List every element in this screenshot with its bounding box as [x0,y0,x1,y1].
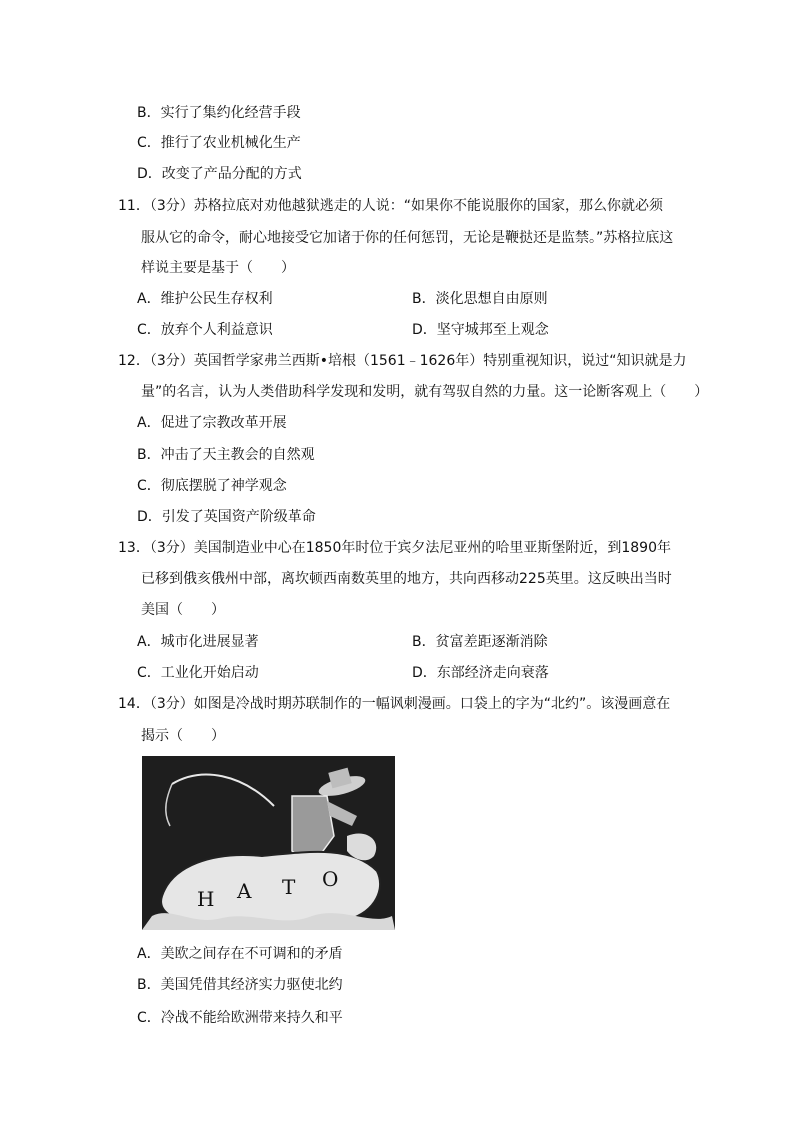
cartoon-drawing [142,756,395,930]
q10-option-c: C．推行了农业机械化生产 [137,135,301,151]
q14-stem-line2: 揭示（ ） [141,728,225,744]
q12-option-a: A．促进了宗教改革开展 [137,415,287,431]
q11-stem-line3: 样说主要是基于（ ） [141,260,295,276]
q12-stem-line2: 量”的名言，认为人类借助科学发现和发明，就有驾驭自然的力量。这一论断客观上（ ） [141,384,709,400]
sack-letter-o: O [322,867,339,891]
q11-stem-line1: 11．（3分）苏格拉底对劝他越狱逃走的人说：“如果你不能说服你的国家，那么你就必须 [118,198,663,214]
q14-stem-line1: 14．（3分）如图是冷战时期苏联制作的一幅讽刺漫画。口袋上的字为“北约”。该漫画意在 [118,696,671,712]
q13-stem-line1: 13．（3分）美国制造业中心在1850年时位于宾夕法尼亚州的哈里亚斯堡附近，到1890年 [118,540,671,556]
nato-cartoon-image [142,756,395,930]
q14-option-c: C．冷战不能给欧洲带来持久和平 [137,1010,343,1026]
q11-option-d: D．坚守城邦至上观念 [412,322,549,338]
q12-option-b: B．冲击了天主教会的自然观 [137,447,315,463]
q11-option-b: B．淡化思想自由原则 [412,291,548,307]
q12-option-c: C．彻底摆脱了神学观念 [137,478,287,494]
q13-stem-line2: 已移到俄亥俄州中部，离坎顿西南数英里的地方，共向西移动225英里。这反映出当时 [141,571,672,587]
sack-letter-a: A [237,879,252,903]
q10-option-b: B．实行了集约化经营手段 [137,105,301,121]
q13-option-a: A．城市化进展显著 [137,634,259,650]
q10-option-d: D．改变了产品分配的方式 [137,166,302,182]
q14-option-b: B．美国凭借其经济实力驱使北约 [137,977,343,993]
sack-letter-t: T [282,875,296,899]
q11-option-c: C．放弃个人利益意识 [137,322,273,338]
q12-option-d: D．引发了英国资产阶级革命 [137,509,316,525]
sack-letter-h: H [197,887,215,911]
q14-option-a: A．美欧之间存在不可调和的矛盾 [137,946,343,962]
q13-stem-line3: 美国（ ） [141,602,225,618]
q11-stem-line2: 服从它的命令，耐心地接受它加诸于你的任何惩罚，无论是鞭挞还是监禁。”苏格拉底这 [141,230,674,246]
q13-option-b: B．贫富差距逐渐消除 [412,634,548,650]
q13-option-d: D．东部经济走向衰落 [412,665,549,681]
q12-stem-line1: 12．（3分）英国哲学家弗兰西斯•培根（1561﹣1626年）特别重视知识，说过“知识就是力 [118,353,687,369]
q13-option-c: C．工业化开始启动 [137,665,259,681]
q11-option-a: A．维护公民生存权利 [137,291,273,307]
